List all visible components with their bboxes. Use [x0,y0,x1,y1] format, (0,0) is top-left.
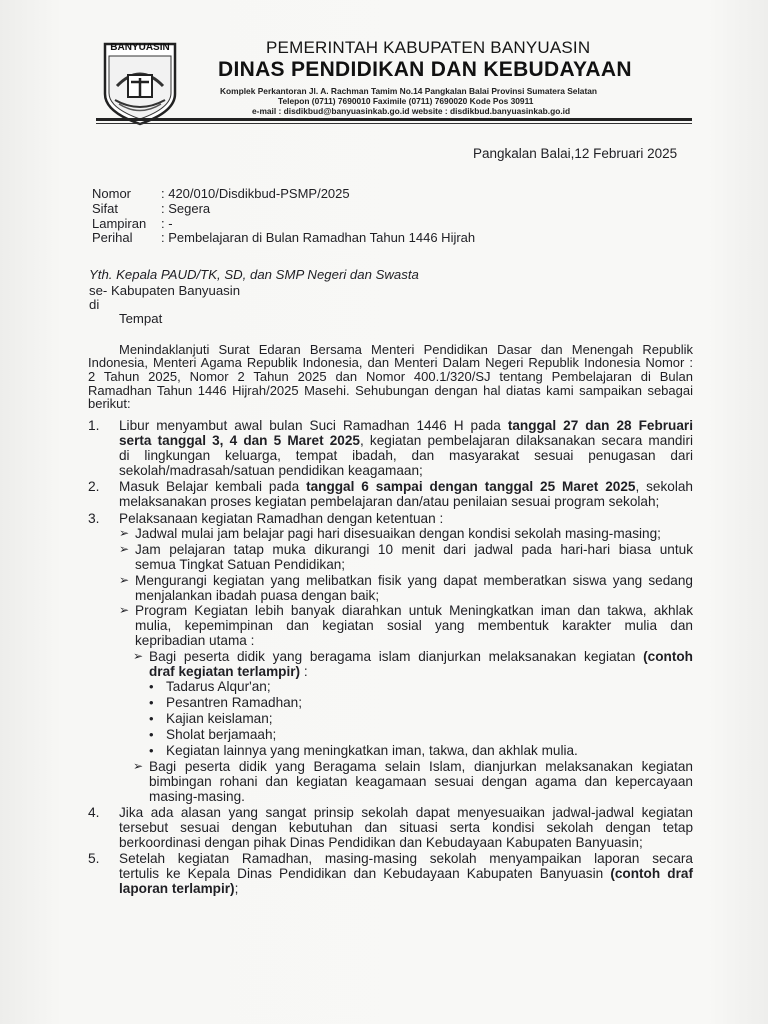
arrow-icon: ➢ [133,759,144,773]
item-5-line: Setelah kegiatan Ramadhan, masing-masing sekolah menyampaikan laporan secara [119,851,693,866]
meta-label: Sifat [92,201,119,216]
bullet-icon: • [149,743,154,758]
item-number: 4. [88,805,100,820]
intro-line: Menindaklanjuti Surat Edaran Bersama Menteri Pendidikan Dasar dan Menengah Republik [119,342,693,357]
bullet-item: Tadarus Alqur'an; [166,679,271,694]
item-1-line: Libur menyambut awal bulan Suci Ramadhan 1446 H pada tanggal 27 dan 28 Februari [119,418,693,433]
meta-value: : Pembelajaran di Bulan Ramadhan Tahun 1446 Hijrah [161,230,476,245]
bullet-item: Kegiatan lainnya yang meningkatkan iman, takwa, dan akhlak mulia. [166,743,578,758]
recipient-line: di [89,297,100,312]
sub-item-line: menjalankan ibadah puasa dengan baik; [135,588,380,603]
intro-line: 2 Tahun 2025, Nomor 2 Tahun 2025 dan Nomor 400.1/320/SJ tentang Pembelajaran di Bulan [88,369,693,384]
header-rule [96,118,692,121]
intro-line: Indonesia, Menteri Agama Republik Indonesia, dan Menteri Dalam Negeri Republik Indonesia Nomor : [88,355,693,370]
logo-text: BANYUASIN [110,42,170,53]
item-4-line: berkoordinasi dengan pihak Dinas Pendidikan dan Kebudayaan Kabupaten Banyuasin; [119,835,643,850]
bullet-icon: • [149,679,154,694]
item-4-line: tersebut sesuai dengan kebutuhan dan situasi serta kondisi sekolah dengan tetap [119,820,693,835]
item-5-line: laporan terlampir); [119,881,239,896]
header-rule-thin [96,123,692,124]
sub-item-line: semua Tingkat Satuan Pendidikan; [135,557,346,572]
item-number: 3. [88,511,100,526]
sub-item-line: Program Kegiatan lebih banyak diarahkan untuk Meningkatkan iman dan takwa, akhlak [135,603,693,618]
arrow-icon: ➢ [133,649,144,663]
arrow-icon: ➢ [119,573,130,587]
office-address: Komplek Perkantoran Jl. A. Rachman Tamim No.14 Pangkalan Balai Provinsi Sumatera Selatan [220,86,598,96]
bullet-icon: • [149,711,154,726]
bullet-item: Sholat berjamaah; [166,727,277,742]
sub-item-line: Jam pelajaran tatap muka dikurangi 10 menit dari jadwal pada hari-hari biasa untuk [135,542,693,557]
sub-sub-item-line: draf kegiatan terlampir) : [149,664,308,679]
item-4-line: Jika ada alasan yang sangat prinsip sekolah dapat menyesuaikan jadwal-jadwal kegiatan [119,805,693,820]
item-number: 5. [88,851,100,866]
sub-sub-item-line: masing-masing. [149,789,245,804]
office-name: DINAS PENDIDIKAN DAN KEBUDAYAAN [218,58,632,81]
arrow-icon: ➢ [119,542,130,556]
intro-line: Ramadhan Tahun 1446 Hijrah/2025 Masehi. Sehubungan dengan hal diatas kami sampaikan sebagai [88,383,693,398]
recipient-line: Yth. Kepala PAUD/TK, SD, dan SMP Negeri dan Swasta [89,267,419,282]
item-2-line: melaksanakan proses kegiatan pembelajaran dan/atau penilaian sesuai program sekolah; [119,494,660,509]
item-1-line: sekolah/madrasah/satuan pendidikan keagamaan; [119,463,423,478]
bullet-item: Kajian keislaman; [166,711,273,726]
item-1-line: di lingkungan keluarga, tempat ibadah, dan masyarakat sesuai penugasan dari [119,448,693,463]
government-name: PEMERINTAH KABUPATEN BANYUASIN [266,38,591,57]
item-2-line: Masuk Belajar kembali pada tanggal 6 sampai dengan tanggal 25 Maret 2025, sekolah [119,479,693,494]
meta-label: Lampiran [92,216,147,231]
item-5-line: tertulis ke Kepala Dinas Pendidikan dan Kebudayaan Kabupaten Banyuasin (contoh draf [119,866,693,881]
item-1-line: serta tanggal 3, 4 dan 5 Maret 2025, kegiatan pembelajaran dilaksanakan secara mandiri [119,433,694,448]
sub-item-line: kepribadian utama : [135,633,255,648]
sub-item-line: Mengurangi kegiatan yang melibatkan fisik yang dapat memberatkan siswa yang sedang [135,573,693,588]
meta-value: : Segera [161,201,211,216]
sub-sub-item-line: bimbingan rohani dan kegiatan keagamaan sesuai dengan agama dan kepercayaan [149,774,693,789]
item-number: 1. [88,418,100,433]
meta-label: Nomor [92,186,132,201]
arrow-icon: ➢ [119,603,130,617]
meta-value: : - [161,216,173,231]
sub-sub-item-line: Bagi peserta didik yang beragama islam dianjurkan melaksanakan kegiatan (contoh [149,649,693,664]
meta-value: : 420/010/Disdikbud-PSMP/2025 [161,186,350,201]
office-email: e-mail : disdikbud@banyuasinkab.go.id website : disdikbud.banyuasinkab.go.id [252,106,571,116]
bullet-item: Pesantren Ramadhan; [166,695,303,710]
intro-line: berikut: [88,396,131,411]
sub-item-line: mulia, kepemimpinan dan kegiatan sosial yang membentuk karakter mulia dan [135,618,693,633]
sub-item-line: Jadwal mulai jam belajar pagi hari disesuaikan dengan kondisi sekolah masing-masing; [135,526,661,541]
bullet-icon: • [149,727,154,742]
letter-date: Pangkalan Balai,12 Februari 2025 [473,146,678,161]
item-number: 2. [88,479,100,494]
office-phone: Telepon (0711) 7690010 Faximile (0711) 7690020 Kode Pos 30911 [278,96,534,106]
arrow-icon: ➢ [119,526,130,540]
item-3-line: Pelaksanaan kegiatan Ramadhan dengan ketentuan : [119,511,444,526]
recipient-line: se- Kabupaten Banyuasin [89,283,241,298]
recipient-line: Tempat [119,311,163,326]
sub-sub-item-line: Bagi peserta didik yang Beragama selain Islam, dianjurkan melaksanakan kegiatan [149,759,693,774]
banyuasin-emblem-icon [101,42,179,126]
bullet-icon: • [149,695,154,710]
meta-label: Perihal [92,230,133,245]
